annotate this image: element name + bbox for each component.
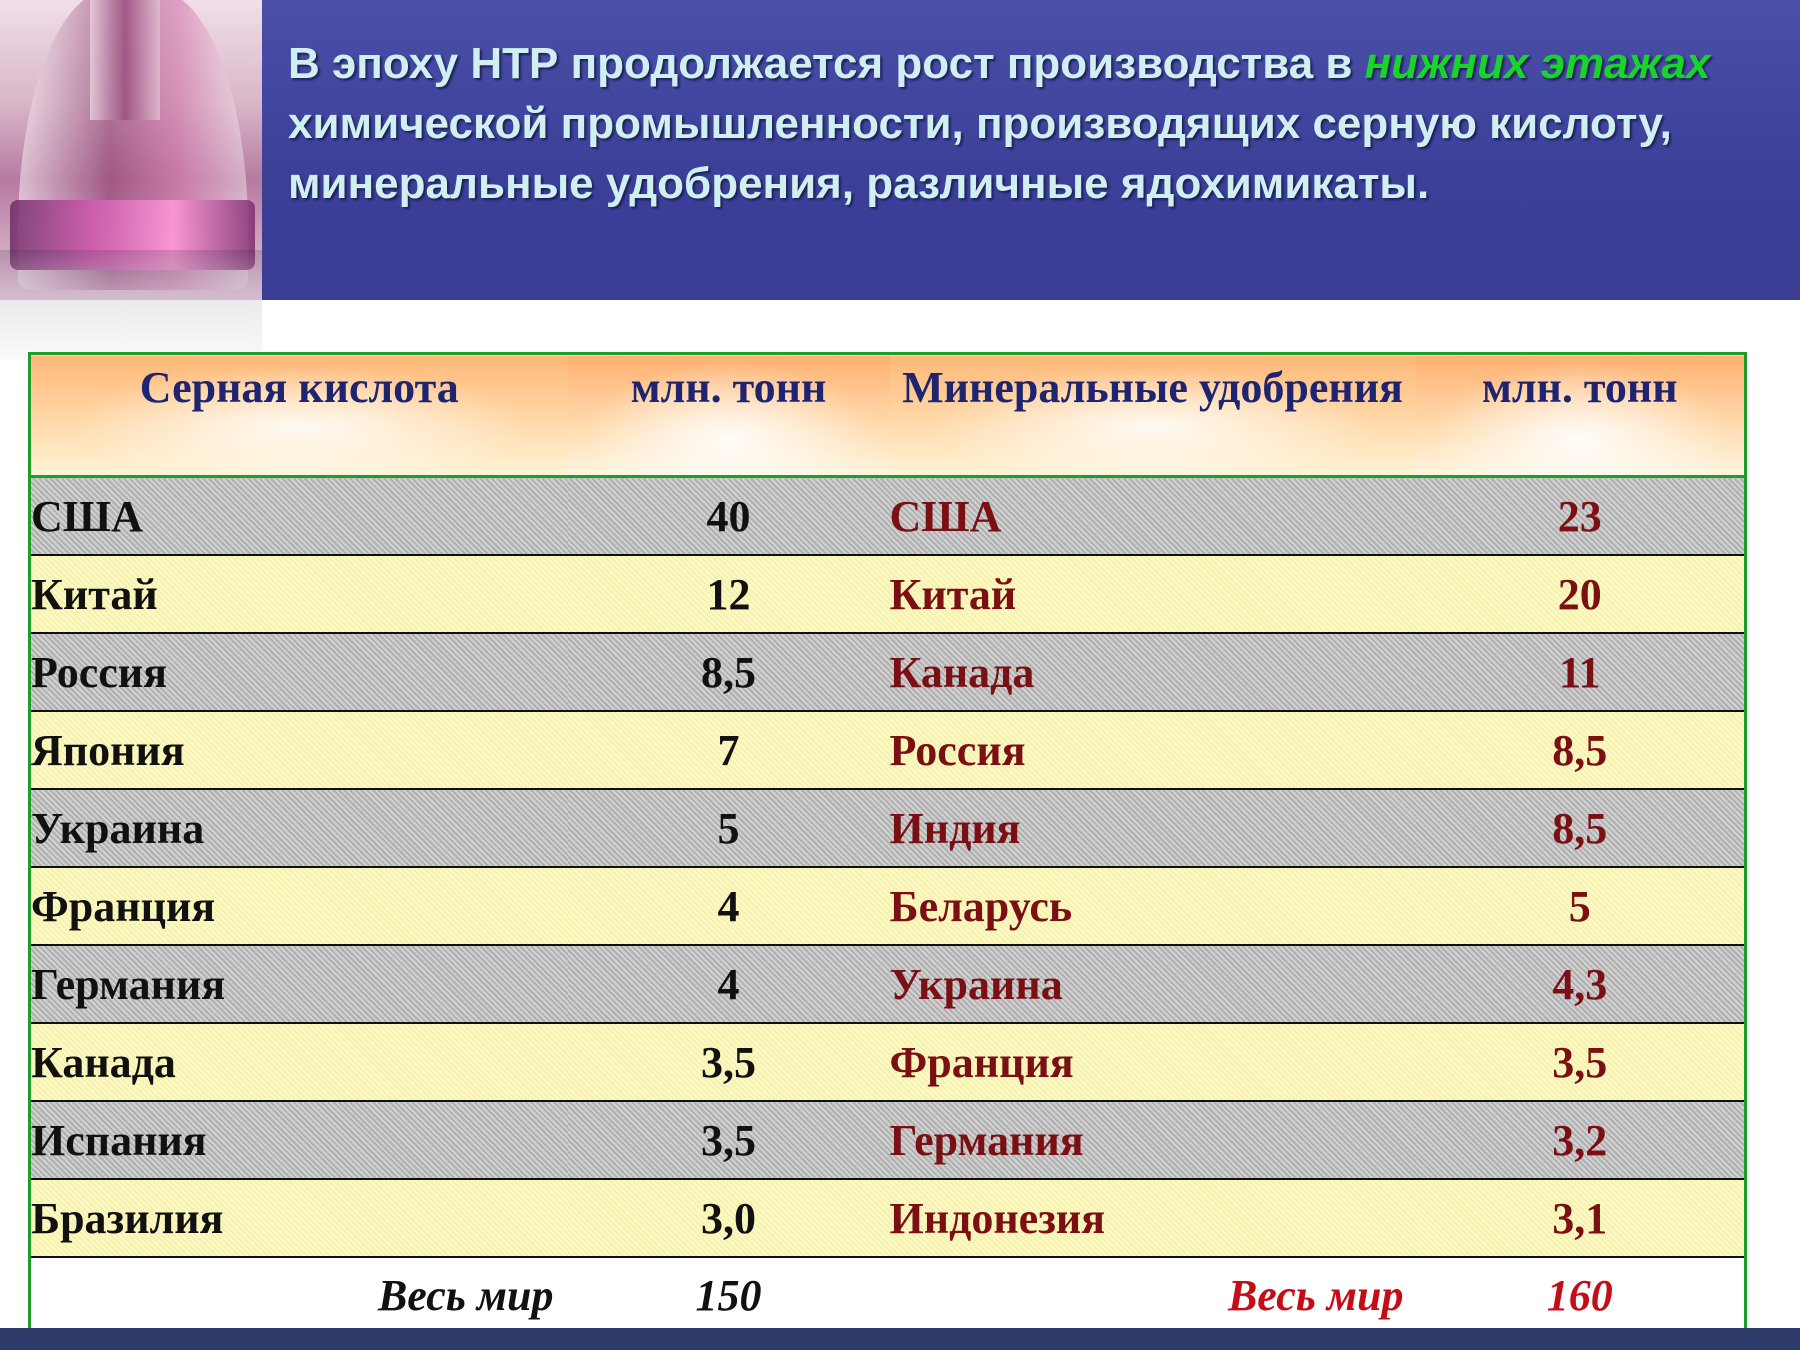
fertilizer-country: Беларусь	[890, 867, 1416, 945]
world-total-value-acid: 150	[568, 1257, 890, 1334]
fertilizer-value: 8,5	[1416, 789, 1746, 867]
world-total-value-fertilizer: 160	[1416, 1257, 1746, 1334]
acid-value: 40	[568, 477, 890, 556]
fertilizer-country: США	[890, 477, 1416, 556]
fertilizer-country: Канада	[890, 633, 1416, 711]
title-highlight: нижних этажах	[1364, 39, 1711, 88]
fertilizer-value: 3,2	[1416, 1101, 1746, 1179]
fertilizer-value: 5	[1416, 867, 1746, 945]
acid-country: Китай	[30, 555, 568, 633]
acid-country: Испания	[30, 1101, 568, 1179]
header-unit-2: млн. тонн	[1416, 354, 1746, 477]
world-total-label-acid: Весь мир	[30, 1257, 568, 1334]
fertilizer-value: 4,3	[1416, 945, 1746, 1023]
acid-value: 4	[568, 945, 890, 1023]
acid-value: 12	[568, 555, 890, 633]
table-header-row	[30, 354, 1746, 477]
acid-value: 5	[568, 789, 890, 867]
acid-country: Япония	[30, 711, 568, 789]
fertilizer-country: Россия	[890, 711, 1416, 789]
table-row	[30, 477, 1746, 556]
table-row	[30, 945, 1746, 1023]
acid-country: Бразилия	[30, 1179, 568, 1257]
table-row	[30, 1023, 1746, 1101]
fertilizer-country: Франция	[890, 1023, 1416, 1101]
header-sulfuric-acid: Серная кислота	[30, 354, 568, 477]
fertilizer-country: Германия	[890, 1101, 1416, 1179]
fertilizer-country: Индонезия	[890, 1179, 1416, 1257]
table-row	[30, 789, 1746, 867]
acid-country: Франция	[30, 867, 568, 945]
fertilizer-value: 11	[1416, 633, 1746, 711]
acid-value: 4	[568, 867, 890, 945]
acid-value: 3,5	[568, 1101, 890, 1179]
fertilizer-value: 3,5	[1416, 1023, 1746, 1101]
flask-neck	[90, 0, 160, 120]
table-row	[30, 867, 1746, 945]
slide-title	[288, 34, 1778, 214]
flask-image	[0, 0, 262, 300]
acid-value: 7	[568, 711, 890, 789]
acid-country: Германия	[30, 945, 568, 1023]
fertilizer-value: 3,1	[1416, 1179, 1746, 1257]
table-row	[30, 633, 1746, 711]
fertilizer-country: Индия	[890, 789, 1416, 867]
acid-value: 8,5	[568, 633, 890, 711]
fertilizer-value: 8,5	[1416, 711, 1746, 789]
header-fertilizers: Минеральные удобрения	[890, 354, 1416, 477]
acid-country: США	[30, 477, 568, 556]
table-row	[30, 711, 1746, 789]
header-unit-1: млн. тонн	[568, 354, 890, 477]
table-row	[30, 1101, 1746, 1179]
acid-country: Россия	[30, 633, 568, 711]
world-total-label-fertilizer: Весь мир	[890, 1257, 1416, 1334]
fertilizer-value: 20	[1416, 555, 1746, 633]
total-row	[30, 1257, 1746, 1334]
footer-band	[0, 1328, 1800, 1350]
acid-value: 3,0	[568, 1179, 890, 1257]
fertilizer-country: Китай	[890, 555, 1416, 633]
table-row	[30, 555, 1746, 633]
title-part2: химической промышленности, производящих серную кислоту, минеральные удобрения, различные ядохимикаты.	[288, 99, 1672, 208]
acid-country: Канада	[30, 1023, 568, 1101]
acid-value: 3,5	[568, 1023, 890, 1101]
fertilizer-country: Украина	[890, 945, 1416, 1023]
title-part1: В эпоху НТР продолжается рост производства в	[288, 39, 1365, 88]
image-reflection	[0, 300, 262, 360]
production-table	[28, 352, 1747, 1335]
acid-country: Украина	[30, 789, 568, 867]
table-row	[30, 1179, 1746, 1257]
fertilizer-value: 23	[1416, 477, 1746, 556]
flask-shade	[0, 250, 262, 300]
